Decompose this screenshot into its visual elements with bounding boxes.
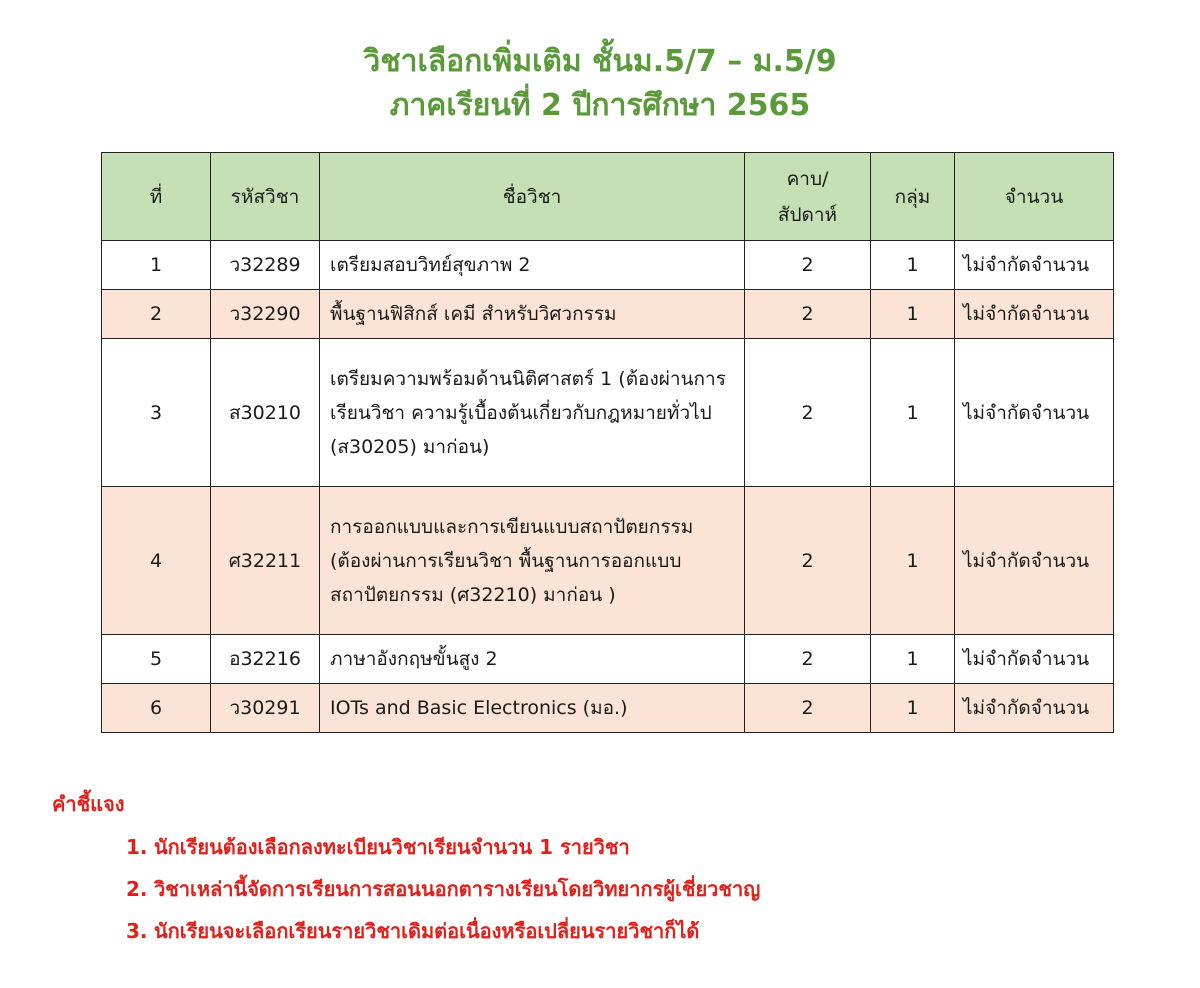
note-text: นักเรียนจะเลือกเรียนรายวิชาเดิมต่อเนื่องหรือเปลี่ยนรายวิชาก็ได้ xyxy=(154,919,700,943)
row-quantity: ไม่จำกัดจำนวน xyxy=(955,684,1114,733)
row-code: ส30210 xyxy=(211,339,320,487)
row-name: เตรียมความพร้อมด้านนิติศาสตร์ 1 (ต้องผ่านการเรียนวิชา ความรู้เบื้องต้นเกี่ยวกับกฎหมายทั่วไป (ส30205) มาก่อน) xyxy=(320,339,745,487)
page-subtitle: ภาคเรียนที่ 2 ปีการศึกษา 2565 xyxy=(389,88,811,123)
page-title: วิชาเลือกเพิ่มเติม ชั้นม.5/7 – ม.5/9 xyxy=(363,44,837,79)
row-quantity: ไม่จำกัดจำนวน xyxy=(955,241,1114,290)
row-num: 6 xyxy=(102,684,211,733)
row-periods: 2 xyxy=(745,241,871,290)
table-row xyxy=(102,339,1114,487)
table-row xyxy=(102,684,1114,733)
header-periods-line1: คาบ/ xyxy=(786,167,829,190)
row-name: ภาษาอังกฤษขั้นสูง 2 xyxy=(320,635,745,684)
notes-list xyxy=(126,830,760,956)
table-row xyxy=(102,635,1114,684)
row-group: 1 xyxy=(871,339,955,487)
row-name: พื้นฐานฟิสิกส์ เคมี สำหรับวิศวกรรม xyxy=(320,290,745,339)
row-quantity: ไม่จำกัดจำนวน xyxy=(955,487,1114,635)
row-code: ว30291 xyxy=(211,684,320,733)
row-periods: 2 xyxy=(745,635,871,684)
table-row xyxy=(102,290,1114,339)
row-quantity: ไม่จำกัดจำนวน xyxy=(955,290,1114,339)
row-code: ว32290 xyxy=(211,290,320,339)
row-group: 1 xyxy=(871,290,955,339)
row-group: 1 xyxy=(871,635,955,684)
row-num: 1 xyxy=(102,241,211,290)
table-row xyxy=(102,487,1114,635)
header-name: ชื่อวิชา xyxy=(320,153,745,241)
row-quantity: ไม่จำกัดจำนวน xyxy=(955,339,1114,487)
row-group: 1 xyxy=(871,684,955,733)
note-item xyxy=(126,872,760,914)
course-table xyxy=(101,152,1114,733)
table-header-row xyxy=(102,153,1114,241)
header-code: รหัสวิชา xyxy=(211,153,320,241)
row-num: 4 xyxy=(102,487,211,635)
header-periods-line2: สัปดาห์ xyxy=(777,203,838,226)
note-number: 2. xyxy=(126,877,148,901)
row-name: เตรียมสอบวิทย์สุขภาพ 2 xyxy=(320,241,745,290)
row-code: ศ32211 xyxy=(211,487,320,635)
row-quantity: ไม่จำกัดจำนวน xyxy=(955,635,1114,684)
row-code: ว32289 xyxy=(211,241,320,290)
row-num: 2 xyxy=(102,290,211,339)
notes-heading: คำชี้แจง xyxy=(52,792,125,816)
row-name: การออกแบบและการเขียนแบบสถาปัตยกรรม (ต้องผ่านการเรียนวิชา พื้นฐานการออกแบบสถาปัตยกรรม (ศ32210) มาก่อน ) xyxy=(320,487,745,635)
note-number: 3. xyxy=(126,919,148,943)
row-periods: 2 xyxy=(745,684,871,733)
header-periods xyxy=(745,153,871,241)
header-quantity: จำนวน xyxy=(955,153,1114,241)
row-group: 1 xyxy=(871,241,955,290)
row-periods: 2 xyxy=(745,487,871,635)
row-code: อ32216 xyxy=(211,635,320,684)
row-num: 3 xyxy=(102,339,211,487)
row-periods: 2 xyxy=(745,290,871,339)
row-num: 5 xyxy=(102,635,211,684)
header-num: ที่ xyxy=(102,153,211,241)
header-group: กลุ่ม xyxy=(871,153,955,241)
table-row xyxy=(102,241,1114,290)
note-item xyxy=(126,914,760,956)
row-name: IOTs and Basic Electronics (มอ.) xyxy=(320,684,745,733)
row-group: 1 xyxy=(871,487,955,635)
note-text: นักเรียนต้องเลือกลงทะเบียนวิชาเรียนจำนวน 1 รายวิชา xyxy=(154,835,630,859)
note-number: 1. xyxy=(126,835,148,859)
row-periods: 2 xyxy=(745,339,871,487)
note-item xyxy=(126,830,760,872)
note-text: วิชาเหล่านี้จัดการเรียนการสอนนอกตารางเรียนโดยวิทยากรผู้เชี่ยวชาญ xyxy=(154,877,761,901)
